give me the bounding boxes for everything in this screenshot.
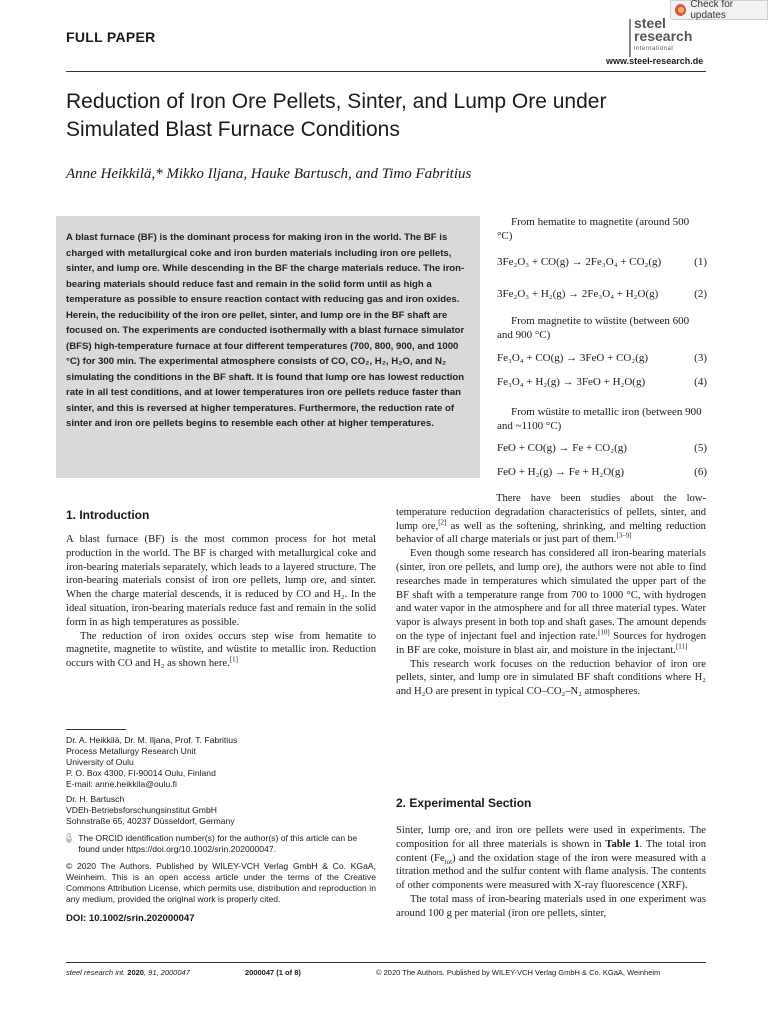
abstract-box: [56, 216, 480, 478]
right-body: [396, 492, 706, 699]
journal-url[interactable]: www.steel-research.de: [606, 56, 704, 66]
title-line-2: Simulated Blast Furnace Conditions: [66, 118, 400, 141]
eq-intro-2: From magnetite to wüstite (between 600 and 900 °C): [497, 315, 690, 341]
right-paragraph-1: There have been studies about the low-temperature reduction degradation characteristics of pellets, sinter, and lump ore,[2] as well as the softening, shrinking, and melting reduction behavior of all charge materials or just part of them.[3–9]: [396, 493, 706, 546]
equation-3: Fe₃O₄ + CO(g) → 3FeO + CO₂(g) (3): [497, 352, 707, 364]
author-email[interactable]: E-mail: anne.heikkila@oulu.fi: [66, 779, 177, 789]
table-1-link[interactable]: Table 1: [605, 838, 640, 850]
doi-link[interactable]: DOI: 10.1002/srin.202000047: [66, 913, 195, 924]
equation-4: Fe₃O₄ + H₂(g) → 3FeO + H₂O(g) (4): [497, 376, 707, 388]
experimental-paragraph-1: Sinter, lump ore, and iron ore pellets were used in experiments. The composition for all three materials is shown in Table 1. The total iron content $(Fe_{tot})$ and the oxidation stage of the iron were measured with a titration method and the sulfur content with flame analysis. The contents of other components were measured with X-ray fluorescence (XRF).: [396, 825, 706, 892]
affiliation-rule: [66, 729, 126, 730]
equation-1: 3Fe₂O₃ + CO(g) → 2Fe₃O₄ + CO₂(g) (1): [497, 256, 707, 268]
experimental-body: [396, 824, 706, 921]
abstract-text: A blast furnace (BF) is the dominant process for making iron in the world. The BF is charged with metallurgical coke and iron burden materials including iron ore pellets, sinter, and lump ore. While descending in the BF the charge materials reduce. The iron-bearing materials should reduce fast and remain in the solid form until as high a temperature as possible to ensure reaction contact with reducing gas and iron oxides. Herein, the reducibility of the iron ore pellet, sinter, and lump ore in the BF shaft are focused on. The experiments are conducted isothermally with a blast furnace simulator (BFS) high-temperature furnace at four different temperatures (700, 800, 900, and 1000 °C) for 300 min. The experimental atmosphere consists of CO, CO₂, H₂, H₂O, and N₂ simulating the conditions in the BF shaft. It is found that lump ore has lowest reduction rate in all test conditions, and at lower temperatures iron ore pellets reduce faster than sinter, and this is reversed at higher temperatures. Furthermore, the reduction rate of sinter and iron ore pellets begins to resemble each other at higher temperatures.: [66, 232, 465, 429]
logo-bar: [629, 19, 631, 57]
section-heading-experimental: 2. Experimental Section: [396, 796, 532, 810]
right-paragraph-3: This research work focuses on the reduction behavior of iron ore pellets, sinter, and lump ore in simulated BF shaft conditions where H₂ and H₂O are present in typical CO–CO₂–N₂ atmospheres.: [396, 658, 706, 698]
journal-logo: [634, 17, 692, 56]
intro-body: [66, 533, 376, 671]
paper-title: [66, 88, 726, 144]
crossmark-icon: [675, 4, 686, 16]
experimental-paragraph-2: The total mass of iron-bearing materials used in one experiment was around 100 g per material (iron ore pellets, sinter,: [396, 893, 706, 919]
title-line-1: Reduction of Iron Ore Pellets, Sinter, and Lump Ore under: [66, 90, 607, 113]
license-note: © 2020 The Authors. Published by WILEY-VCH Verlag GmbH & Co. KGaA, Weinheim. This is an open access article under the terms of the Creative Commons Attribution License, which permits use, distribution and reproduction in any medium, provided the original work is properly cited.: [66, 861, 376, 904]
intro-paragraph-2: The reduction of iron oxides occurs step wise from hematite to magnetite, magnetite to wüstite, and wüstite to metallic iron. Reduction occurs with CO and H₂ as shown here.[1]: [66, 630, 376, 670]
logo-line-3: international: [634, 46, 674, 52]
logo-line-2: research: [634, 28, 693, 44]
orcid-icon: iD: [66, 835, 73, 841]
footer-page-number: 2000047 (1 of 8): [245, 968, 301, 977]
footer-copyright: © 2020 The Authors. Published by WILEY-VCH Verlag GmbH & Co. KGaA, Weinheim: [376, 968, 661, 977]
section-heading-introduction: 1. Introduction: [66, 508, 150, 522]
equation-2: 3Fe₂O₃ + H₂(g) → 2Fe₃O₄ + H₂O(g) (2): [497, 288, 707, 300]
logo-line-1: steel: [634, 15, 666, 31]
footer-citation: steel research int. 2020, 91, 2000047: [66, 968, 190, 977]
article-type-label: FULL PAPER: [66, 29, 156, 45]
right-paragraph-2: Even though some research has considered all iron-bearing materials (sinter, iron ore pellets, and lump ore), the authors were not able to find researches made in temperatures which simulated the upper part of the BF shaft with a temperature range from 700 to 1000 °C, with hydrogen and water vapor in the atmosphere and for all three material types. Water vapor is always present in both top and shaft gases. The amount depends on the type of injectant fuel and injection rate.[10] Sources for hydrogen in BF are coke, moisture in blast air, and moisture in the injectant.[11]: [396, 548, 706, 656]
authors: Anne Heikkilä,* Mikko Iljana, Hauke Bartusch, and Timo Fabritius: [66, 166, 472, 182]
equation-6: FeO + H₂(g) → Fe + H₂O(g) (6): [497, 466, 707, 478]
footer-rule: [66, 962, 706, 963]
eq-intro-1: From hematite to magnetite (around 500 °C): [497, 216, 690, 242]
orcid-note: iD The ORCID identification number(s) for the author(s) of this article can be found under https://doi.org/10.1002/srin.202000047.: [66, 833, 358, 854]
eq-intro-3: From wüstite to metallic iron (between 900 and ~1100 °C): [497, 406, 702, 432]
check-for-updates-label: Check for updates: [690, 0, 734, 21]
header-rule: [66, 71, 706, 72]
affiliations: Dr. A. Heikkilä, Dr. M. Iljana, Prof. T. Fabritius Process Metallurgy Research Unit University of Oulu P. O. Box 4300, FI-90014 Oulu, Finland E-mail: anne.heikkila@oulu.fi Dr. H. Bartusch VDEh-Betriebsforschungsinstitut GmbH Sohnstraße 65, 40237 Düsseldorf, Germany iD The ORCID identification number(s) for the author(s) of this article can be found under https://doi.org/10.1002/srin.202000047. © 2020 The Authors. Published by WILEY-VCH Verlag GmbH & Co. KGaA, Weinheim. This is an open access article under the terms of the Creative Commons Attribution License, which permits use, distribution and reproduction in any medium, provided the original work is properly cited. DOI: 10.1002/srin.202000047: [66, 735, 376, 924]
equation-5: FeO + CO(g) → Fe + CO₂(g) (5): [497, 442, 707, 454]
intro-paragraph-1: A blast furnace (BF) is the most common process for hot metal production in the world. The BF is charged with metallurgical coke and iron-bearing materials separately, which leads to a layered structure. The iron-bearing materials consist of iron ore pellets, lump ore, and sinter. When the charge material descends, it is reduced by CO and H₂. In the ideal situation, iron-bearing materials reduce fast and remain in the solid form in as high temperatures as possible.: [66, 534, 376, 628]
